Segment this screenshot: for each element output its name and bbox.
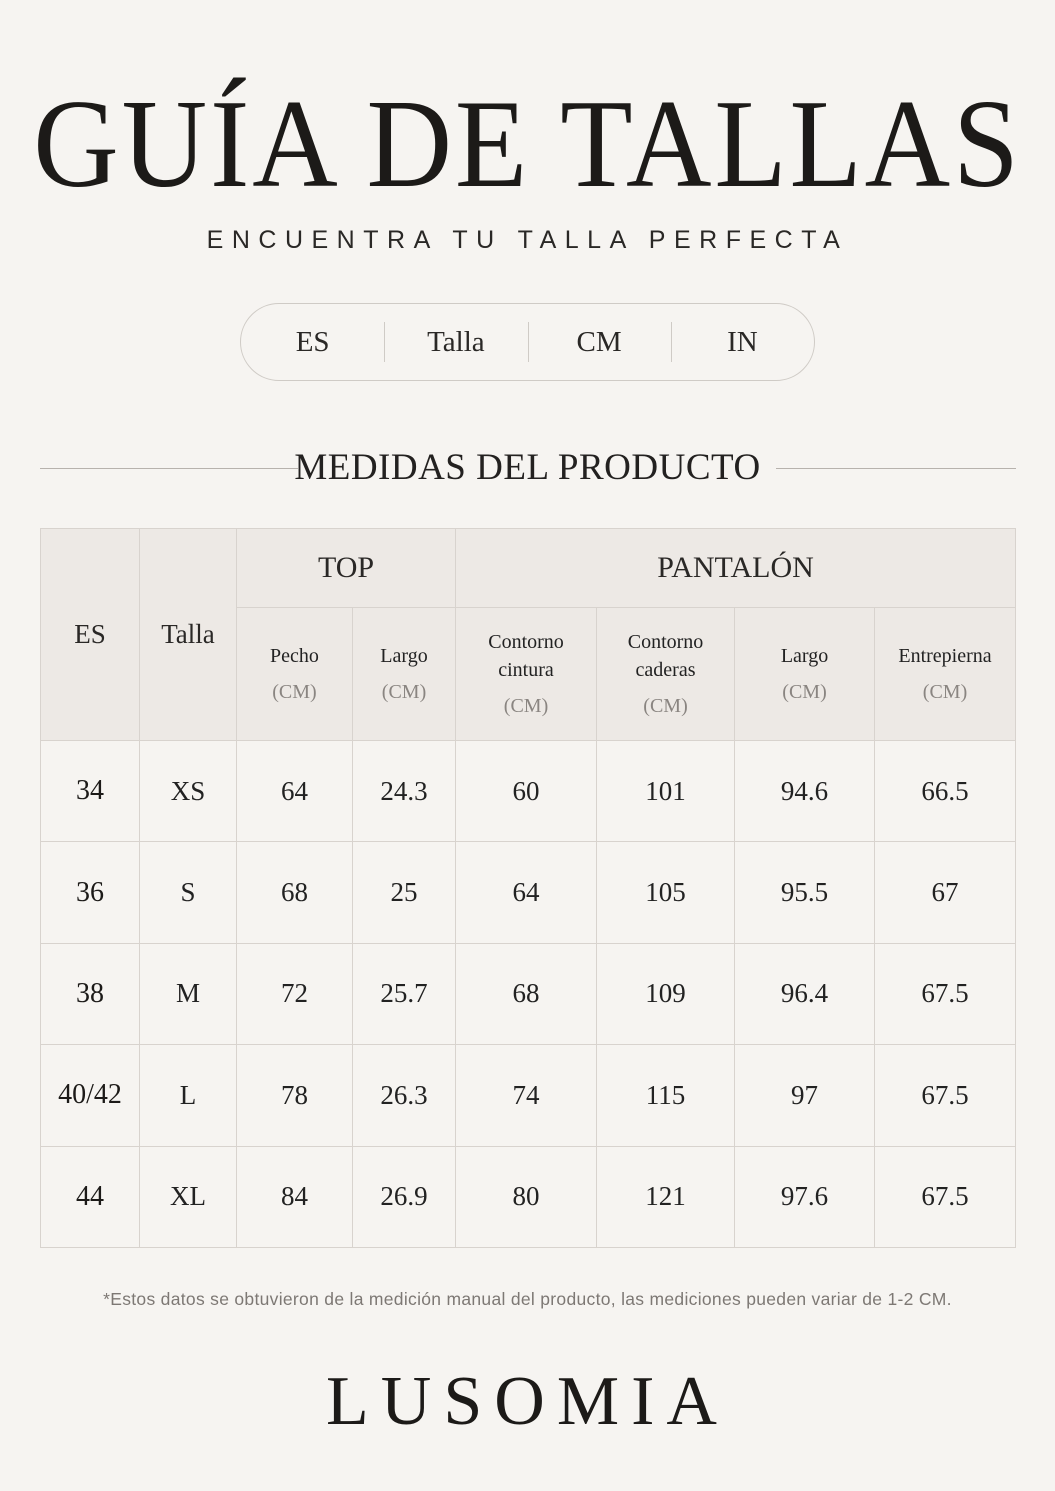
table-cell: 109 bbox=[597, 943, 735, 1044]
table-cell: 26.3 bbox=[353, 1045, 456, 1146]
table-row bbox=[41, 842, 1016, 943]
subheader-label: Pecho bbox=[270, 645, 319, 667]
table-cell: 24.3 bbox=[353, 741, 456, 842]
pill-item-in: IN bbox=[671, 326, 814, 359]
pill-item-es: ES bbox=[295, 325, 330, 358]
table-cell: 26.9 bbox=[353, 1146, 456, 1247]
table-cell: 105 bbox=[597, 842, 735, 943]
page-subtitle: ENCUENTRA TU TALLA PERFECTA bbox=[206, 226, 849, 254]
subheader-unit: (CM) bbox=[503, 695, 549, 717]
table-cell: 80 bbox=[456, 1146, 597, 1247]
table-cell: 64 bbox=[456, 842, 597, 943]
table-cell: 67.5 bbox=[875, 1146, 1016, 1247]
subheader-label: Contorno bbox=[627, 631, 704, 653]
table-cell: 25.7 bbox=[353, 943, 456, 1044]
header-group-top: TOP bbox=[237, 529, 456, 608]
subheader-label: Largo bbox=[380, 645, 428, 667]
table-cell: L bbox=[140, 1045, 237, 1146]
table-cell: XL bbox=[140, 1146, 237, 1247]
table-row bbox=[41, 741, 1016, 842]
subheader-label: Largo bbox=[780, 645, 829, 667]
subheader-cell bbox=[875, 608, 1016, 741]
table-cell: 95.5 bbox=[735, 842, 875, 943]
subheader-cell bbox=[597, 608, 735, 741]
subheader-cell bbox=[237, 608, 353, 741]
table-cell: 72 bbox=[237, 943, 353, 1044]
table-cell: 101 bbox=[597, 741, 735, 842]
table-row bbox=[41, 1146, 1016, 1247]
table-cell: 67.5 bbox=[875, 943, 1016, 1044]
size-system-selector bbox=[240, 303, 815, 381]
table-cell: 97.6 bbox=[735, 1146, 875, 1247]
header-group-pantalon: PANTALÓN bbox=[456, 529, 1016, 608]
table-cell: 94.6 bbox=[735, 741, 875, 842]
subheader-unit: (CM) bbox=[922, 681, 968, 703]
section-title: MEDIDAS DEL PRODUCTO bbox=[294, 447, 761, 488]
subheader-unit: (CM) bbox=[272, 681, 317, 703]
table-cell: 38 bbox=[41, 943, 140, 1044]
table-cell: 97 bbox=[735, 1045, 875, 1146]
header-talla: Talla bbox=[140, 529, 237, 741]
section-divider-right bbox=[776, 468, 1016, 469]
table-row bbox=[41, 943, 1016, 1044]
table-cell: 36 bbox=[41, 842, 140, 943]
header-es: ES bbox=[41, 529, 140, 741]
subheader-cell bbox=[735, 608, 875, 741]
brand-logo: LUSOMIA bbox=[326, 1363, 729, 1440]
table-cell: XS bbox=[140, 741, 237, 842]
page-title: GUÍA DE TALLAS bbox=[33, 75, 1022, 214]
table-cell: 68 bbox=[237, 842, 353, 943]
pill-item-cm: CM bbox=[528, 326, 671, 359]
table-cell: 121 bbox=[597, 1146, 735, 1247]
subheader-label: Contorno bbox=[488, 631, 564, 653]
table-cell: 60 bbox=[456, 741, 597, 842]
table-cell: 84 bbox=[237, 1146, 353, 1247]
table-cell: M bbox=[140, 943, 237, 1044]
subheader-unit: (CM) bbox=[643, 695, 688, 717]
subheader-unit: (CM) bbox=[782, 681, 827, 703]
subheader-label-line2: caderas bbox=[635, 659, 696, 681]
table-cell: 96.4 bbox=[735, 943, 875, 1044]
subheader-unit: (CM) bbox=[381, 681, 427, 703]
table-cell: 34 bbox=[41, 741, 140, 842]
table-cell: 25 bbox=[353, 842, 456, 943]
subheader-label: Entrepierna bbox=[898, 645, 992, 667]
subheader-label-line2: cintura bbox=[498, 659, 554, 681]
pill-item-talla: Talla bbox=[384, 326, 527, 359]
table-cell: 78 bbox=[237, 1045, 353, 1146]
table-cell: 44 bbox=[41, 1146, 140, 1247]
table-cell: S bbox=[140, 842, 237, 943]
table-cell: 67.5 bbox=[875, 1045, 1016, 1146]
table-cell: 68 bbox=[456, 943, 597, 1044]
table-cell: 74 bbox=[456, 1045, 597, 1146]
size-table bbox=[40, 528, 1016, 1248]
table-cell: 67 bbox=[875, 842, 1016, 943]
table-cell: 40/42 bbox=[41, 1045, 140, 1146]
table-cell: 66.5 bbox=[875, 741, 1016, 842]
table-row bbox=[41, 1045, 1016, 1146]
table-cell: 64 bbox=[237, 741, 353, 842]
subheader-cell bbox=[353, 608, 456, 741]
footnote: *Estos datos se obtuvieron de la medición manual del producto, las mediciones pueden variar de 1-2 CM. bbox=[103, 1289, 952, 1309]
subheader-cell bbox=[456, 608, 597, 741]
table-cell: 115 bbox=[597, 1045, 735, 1146]
